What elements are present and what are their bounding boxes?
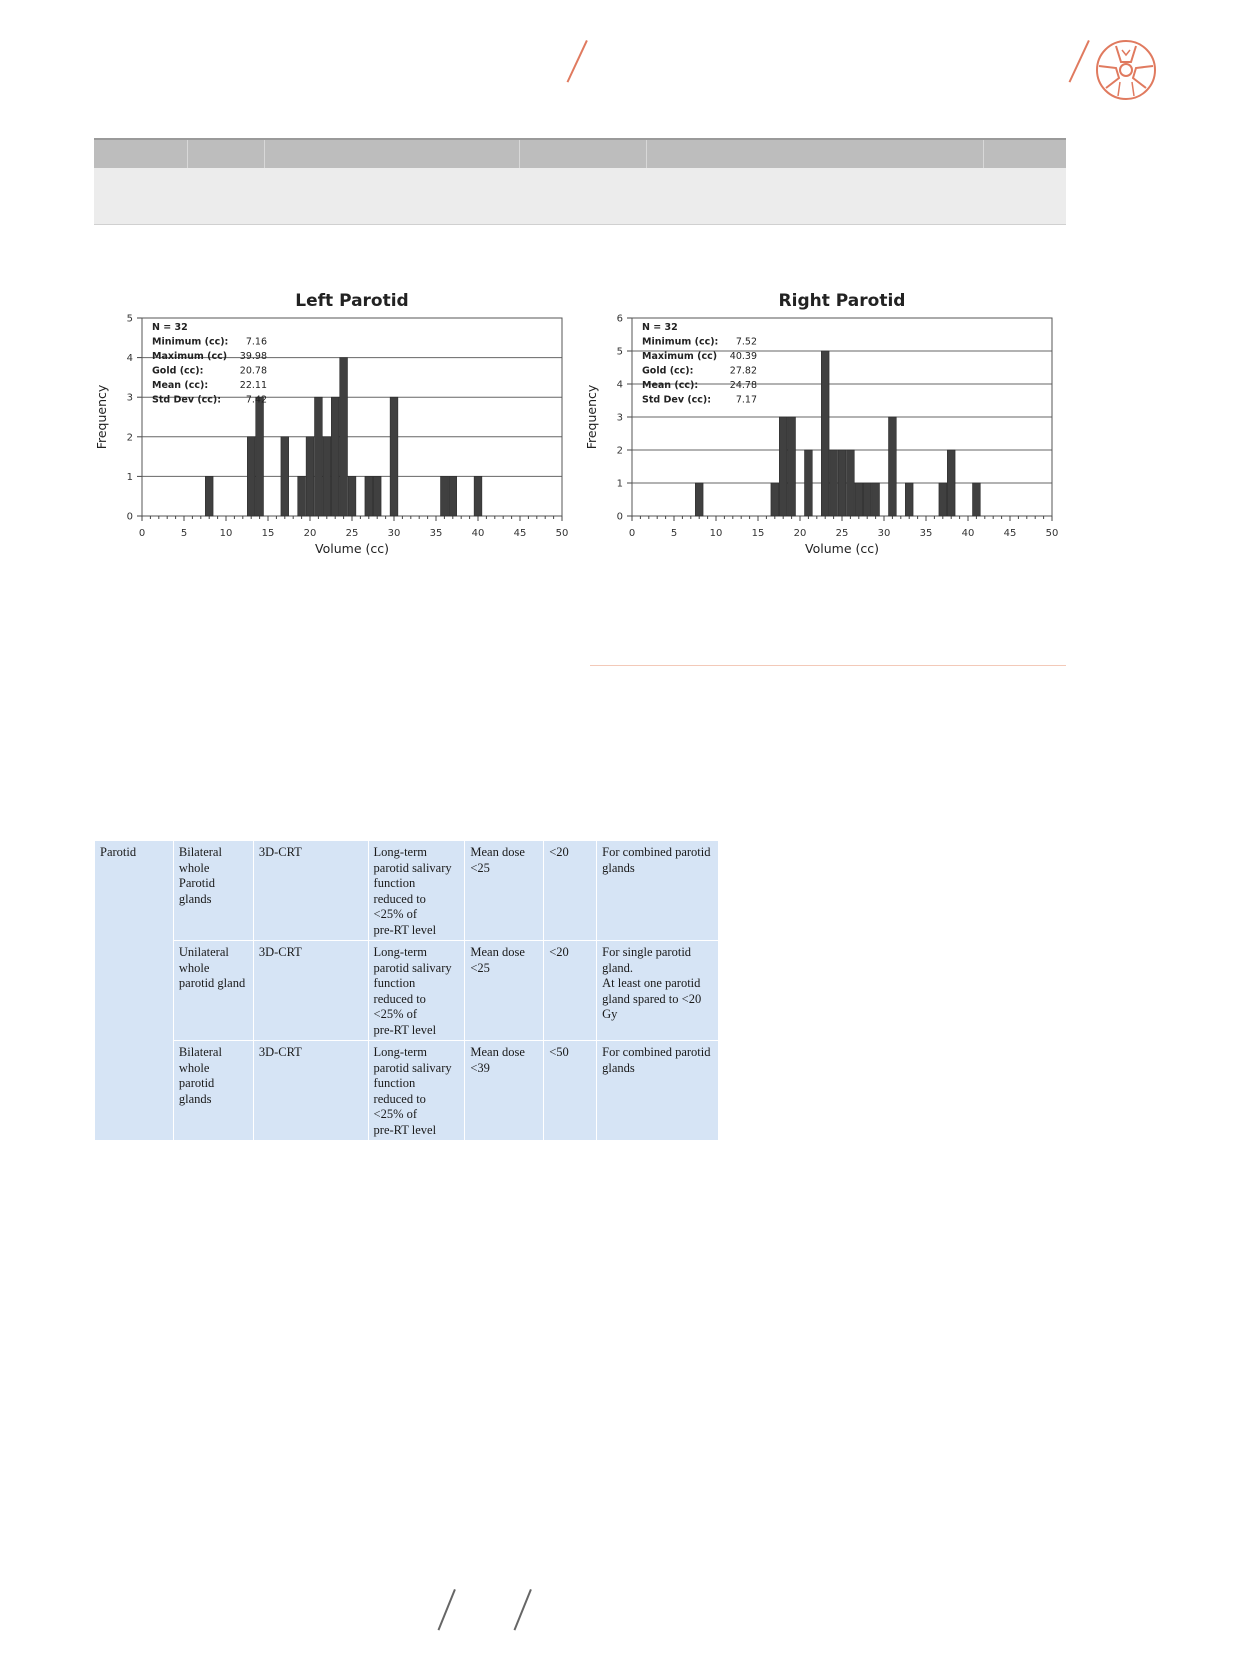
left-stat-label: N = 32 <box>152 322 188 333</box>
left-bar-8 <box>205 476 213 516</box>
right-x-tick-label: 30 <box>877 528 891 539</box>
right-chart-title: Right Parotid <box>778 291 906 311</box>
left-x-tick-label: 40 <box>471 528 485 539</box>
right-stat-label: N = 32 <box>642 322 678 333</box>
left-x-tick-label: 15 <box>261 528 275 539</box>
endpoint-cell: Long-term parotid salivary function reduced to <25% of pre-RT level <box>368 1041 465 1141</box>
right-bar-25 <box>838 450 846 516</box>
right-bar-26 <box>847 450 855 516</box>
right-bar-38 <box>947 450 955 516</box>
left-x-axis-label: Volume (cc) <box>315 541 389 556</box>
left-bar-27 <box>365 476 373 516</box>
footer-slash-2 <box>514 1589 532 1630</box>
right-bar-31 <box>889 417 897 516</box>
endpoint-cell: Long-term parotid salivary function reduced to <25% of pre-RT level <box>368 941 465 1041</box>
figure-divider <box>590 665 1066 666</box>
right-bar-28 <box>863 483 871 516</box>
table-row <box>95 841 719 941</box>
right-x-tick-label: 25 <box>835 528 849 539</box>
right-y-tick-label: 0 <box>616 511 623 523</box>
right-stat-value: 7.52 <box>735 336 757 348</box>
left-bar-40 <box>474 476 482 516</box>
left-bar-19 <box>298 476 306 516</box>
left-stat-value: 22.11 <box>239 380 267 391</box>
dose-cell: Mean dose <25 <box>465 941 544 1041</box>
right-bar-37 <box>939 483 947 516</box>
right-stat-label: Maximum (cc) <box>642 351 718 362</box>
left-y-tick-label: 5 <box>126 313 133 325</box>
right-stat-label: Minimum (cc): <box>642 336 719 348</box>
right-x-axis-label: Volume (cc) <box>805 541 879 556</box>
right-stat-label: Std Dev (cc): <box>642 394 712 406</box>
left-x-tick-label: 50 <box>555 528 569 539</box>
table-row <box>95 941 719 1041</box>
right-bar-33 <box>905 483 913 516</box>
volume-cell: Bilateral whole parotid glands <box>173 1041 253 1141</box>
left-x-tick-label: 0 <box>138 528 146 539</box>
right-y-axis-label: Frequency <box>584 384 599 450</box>
left-stat-label: Mean (cc): <box>152 380 209 391</box>
left-chart-title: Left Parotid <box>295 291 409 311</box>
left-stat-value: 39.98 <box>239 351 267 362</box>
organ-cell: Parotid <box>95 841 174 1141</box>
right-stat-value: 7.17 <box>735 394 757 406</box>
left-stat-label: Std Dev (cc): <box>152 394 222 406</box>
right-bar-24 <box>830 450 838 516</box>
right-x-tick-label: 10 <box>709 528 723 539</box>
left-bar-14 <box>256 397 264 516</box>
rate-cell: <20 <box>544 841 597 941</box>
left-bar-13 <box>247 437 255 516</box>
notes-cell: For combined parotid glands <box>597 841 719 941</box>
endpoint-cell: Long-term parotid salivary function reduced to <25% of pre-RT level <box>368 841 465 941</box>
left-bar-36 <box>441 476 449 516</box>
right-bar-8 <box>695 483 703 516</box>
right-y-tick-label: 4 <box>616 379 623 391</box>
right-y-tick-label: 6 <box>616 313 623 325</box>
right-x-tick-label: 35 <box>919 528 933 539</box>
left-x-tick-label: 20 <box>303 528 317 539</box>
left-bar-37 <box>449 476 457 516</box>
left-stat-value: 7.42 <box>245 394 267 406</box>
dose-cell: Mean dose <25 <box>465 841 544 941</box>
left-bar-28 <box>373 476 381 516</box>
table-header-bar <box>94 138 1066 170</box>
technique-cell: 3D-CRT <box>253 841 368 941</box>
right-bar-19 <box>788 417 796 516</box>
right-stat-value: 40.39 <box>729 351 757 362</box>
left-bar-24 <box>340 358 348 516</box>
left-bar-22 <box>323 437 331 516</box>
left-x-tick-label: 35 <box>429 528 443 539</box>
right-x-tick-label: 50 <box>1045 528 1059 539</box>
dose-cell: Mean dose <39 <box>465 1041 544 1141</box>
notes-cell: For combined parotid glands <box>597 1041 719 1141</box>
left-bar-20 <box>306 437 314 516</box>
right-bar-29 <box>872 483 880 516</box>
right-stat-label: Gold (cc): <box>642 365 694 377</box>
right-y-tick-label: 2 <box>616 445 623 457</box>
header-accent-slash-2 <box>1069 40 1090 83</box>
left-y-axis-label: Frequency <box>94 384 109 450</box>
volume-cell: Unilateral whole parotid gland <box>173 941 253 1041</box>
left-x-tick-label: 45 <box>513 528 527 539</box>
technique-cell: 3D-CRT <box>253 941 368 1041</box>
left-x-tick-label: 10 <box>219 528 233 539</box>
right-x-tick-label: 20 <box>793 528 807 539</box>
right-bar-41 <box>973 483 981 516</box>
footer-slash-1 <box>438 1589 456 1630</box>
left-stat-value: 7.16 <box>245 336 267 348</box>
left-bar-21 <box>315 397 323 516</box>
left-y-tick-label: 0 <box>126 511 133 523</box>
rate-cell: <20 <box>544 941 597 1041</box>
right-bar-27 <box>855 483 863 516</box>
left-x-tick-label: 30 <box>387 528 401 539</box>
right-stat-value: 27.82 <box>729 365 757 377</box>
left-bar-30 <box>390 397 398 516</box>
technique-cell: 3D-CRT <box>253 1041 368 1141</box>
right-y-tick-label: 5 <box>616 346 623 358</box>
right-parotid-histogram <box>580 288 1060 598</box>
dose-constraints-table <box>94 840 719 1141</box>
notes-cell: For single parotid gland. At least one parotid gland spared to <20 Gy <box>597 941 719 1041</box>
left-x-tick-label: 5 <box>180 528 188 539</box>
right-x-tick-label: 0 <box>628 528 636 539</box>
right-x-tick-label: 40 <box>961 528 975 539</box>
table-row <box>95 1041 719 1141</box>
left-x-tick-label: 25 <box>345 528 359 539</box>
left-stat-label: Gold (cc): <box>152 365 204 377</box>
table-header-body <box>94 168 1066 225</box>
right-bar-18 <box>779 417 787 516</box>
radiation-symbol-logo <box>1094 38 1158 102</box>
right-x-tick-label: 15 <box>751 528 765 539</box>
left-stat-value: 20.78 <box>239 365 267 377</box>
left-y-tick-label: 4 <box>126 353 133 365</box>
left-stat-label: Maximum (cc) <box>152 351 228 362</box>
left-stat-label: Minimum (cc): <box>152 336 229 348</box>
right-stat-label: Mean (cc): <box>642 380 699 391</box>
volume-cell: Bilateral whole Parotid glands <box>173 841 253 941</box>
header-accent-slash-1 <box>567 40 588 83</box>
left-bar-23 <box>331 397 339 516</box>
left-bar-25 <box>348 476 356 516</box>
right-bar-21 <box>805 450 813 516</box>
right-stat-value: 24.78 <box>729 380 757 391</box>
right-bar-17 <box>771 483 779 516</box>
right-bar-23 <box>821 351 829 516</box>
left-y-tick-label: 3 <box>126 392 133 404</box>
left-y-tick-label: 2 <box>126 432 133 444</box>
left-y-tick-label: 1 <box>126 471 133 483</box>
right-x-tick-label: 5 <box>670 528 678 539</box>
right-y-tick-label: 3 <box>616 412 623 424</box>
right-x-tick-label: 45 <box>1003 528 1017 539</box>
left-bar-17 <box>281 437 289 516</box>
rate-cell: <50 <box>544 1041 597 1141</box>
right-y-tick-label: 1 <box>616 478 623 490</box>
left-parotid-histogram <box>90 288 570 598</box>
